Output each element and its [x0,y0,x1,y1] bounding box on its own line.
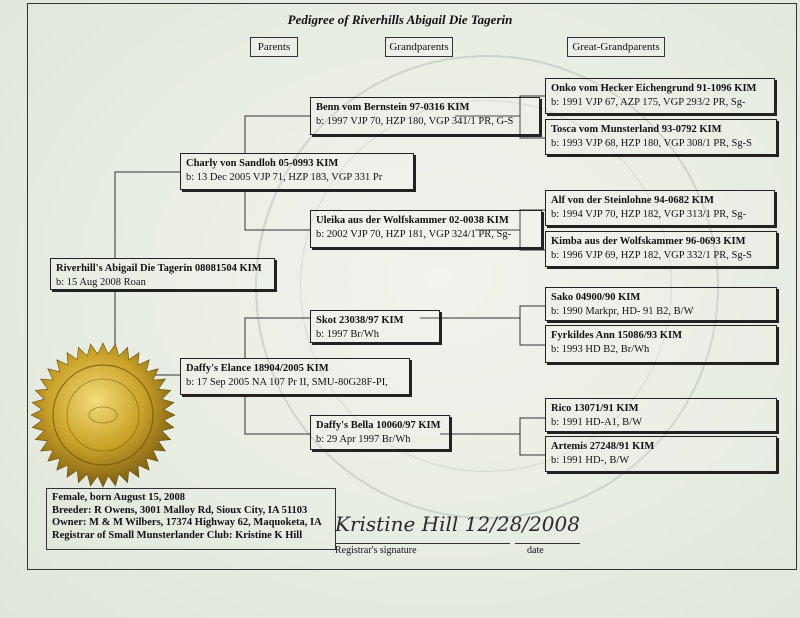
subject-name: Riverhill's Abigail Die Tagerin 08081504 KIM [56,263,262,274]
header-grandparents: Grandparents [385,37,453,57]
great-grandparent-details: b: 1991 HD-, B/W [551,455,630,466]
subject-dog [50,258,275,290]
great-grandparent-name: Tosca vom Munsterland 93-0792 KIM [551,124,722,135]
great-grandparent-3 [545,190,775,226]
grandparent-name: Uleika aus der Wolfskammer 02-0038 KIM [316,215,509,226]
great-grandparent-name: Sako 04900/90 KIM [551,292,641,303]
great-grandparent-7 [545,398,777,432]
great-grandparent-name: Fyrkildes Ann 15086/93 KIM [551,330,682,341]
great-grandparent-details: b: 1993 VJP 68, HZP 180, VGP 308/1 PR, Sg-S [551,138,752,149]
date-label: date [527,545,544,556]
great-grandparent-details: b: 1996 VJP 69, HZP 182, VGP 332/1 PR, Sg-S [551,250,752,261]
info-line-registrar: Registrar of Small Munsterlander Club: Kristine K Hill [52,529,303,541]
grandparent-4 [310,415,450,450]
grandparent-details: b: 1997 Br/Wh [316,329,379,340]
great-grandparent-1 [545,78,775,114]
great-grandparent-2 [545,119,777,155]
grandparent-details: b: 1997 VJP 70, HZP 180, VGP 341/1 PR, G-S [316,116,514,127]
great-grandparent-8 [545,436,777,472]
grandparent-details: b: 29 Apr 1997 Br/Wh [316,434,411,445]
great-grandparent-details: b: 1990 Markpr, HD- 91 B2, B/W [551,306,694,317]
parent-details: b: 17 Sep 2005 NA 107 Pr II, SMU-80G28F-PI, [186,377,388,388]
great-grandparent-name: Rico 13071/91 KIM [551,403,639,414]
great-grandparent-details: b: 1993 HD B2, Br/Wh [551,344,650,355]
header-parents: Parents [250,37,298,57]
great-grandparent-name: Artemis 27248/91 KIM [551,441,655,452]
parent-name: Charly von Sandloh 05-0993 KIM [186,158,339,169]
great-grandparent-name: Onko vom Hecker Eichengrund 91-1096 KIM [551,83,757,94]
info-line-sex-birth: Female, born August 15, 2008 [52,492,186,503]
parent-name: Daffy's Elance 18904/2005 KIM [186,363,329,374]
header-great-grandparents: Great-Grandparents [567,37,665,57]
signature-label: Registrar's signature [335,545,417,556]
grandparent-3 [310,310,440,343]
registrar-signature: Kristine Hill 12/28/2008 [335,512,580,536]
grandparent-name: Benn vom Bernstein 97-0316 KIM [316,102,470,113]
grandparent-details: b: 2002 VJP 70, HZP 181, VGP 324/1 PR, Sg- [316,229,512,240]
page-title: Pedigree of Riverhills Abigail Die Tagerin [287,12,513,27]
parent-sire [180,153,414,190]
great-grandparent-name: Alf von der Steinlohne 94-0682 KIM [551,195,714,206]
registration-info [46,488,336,550]
info-line-breeder: Breeder: R Owens, 3001 Malloy Rd, Sioux City, IA 51103 [52,504,308,516]
great-grandparent-4 [545,231,777,267]
great-grandparent-name: Kimba aus der Wolfskammer 96-0693 KIM [551,236,746,247]
great-grandparent-details: b: 1991 VJP 67, AZP 175, VGP 293/2 PR, Sg- [551,97,746,108]
grandparent-name: Skot 23038/97 KIM [316,315,404,326]
info-line-owner: Owner: M & M Wilbers, 17374 Highway 62, Maquoketa, IA [52,517,322,528]
gold-seal-icon [28,340,178,490]
great-grandparent-details: b: 1994 VJP 70, HZP 182, VGP 313/1 PR, Sg- [551,209,747,220]
great-grandparent-6 [545,325,777,363]
grandparent-2 [310,210,542,248]
grandparent-1 [310,97,540,135]
subject-details: b: 15 Aug 2008 Roan [56,277,146,288]
great-grandparent-5 [545,287,777,321]
parent-details: b: 13 Dec 2005 VJP 71, HZP 183, VGP 331 Pr [186,172,383,183]
great-grandparent-details: b: 1991 HD-A1, B/W [551,417,642,428]
parent-dam [180,358,410,395]
signature-line [335,543,510,544]
date-line [515,543,580,544]
grandparent-name: Daffy's Bella 10060/97 KIM [316,420,441,431]
